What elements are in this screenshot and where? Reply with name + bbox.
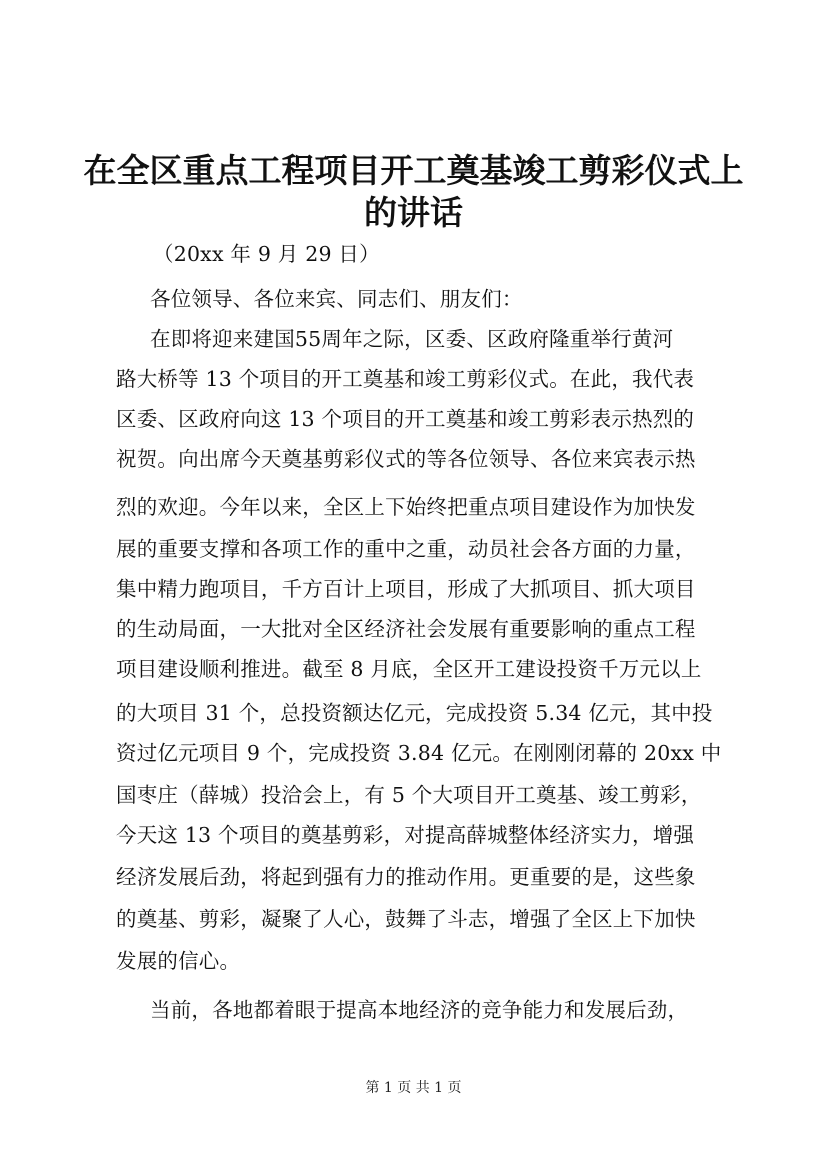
document-title-line-2: 的讲话 bbox=[364, 193, 463, 232]
paragraph-1-line: 国枣庄（薛城）投洽会上，有 5 个大项目开工奠基、竣工剪彩， bbox=[116, 783, 702, 807]
paragraph-1-line: 区委、区政府向这 13 个项目的开工奠基和竣工剪彩表示热烈的 bbox=[116, 407, 695, 431]
page-footer: 第 1 页 共 1 页 bbox=[365, 1080, 462, 1096]
paragraph-1-line: 的大项目 31 个，总投资额达亿元，完成投资 5.34 亿元，其中投 bbox=[116, 701, 713, 725]
paragraph-1-line: 在即将迎来建国55周年之际，区委、区政府隆重举行黄河 bbox=[150, 327, 674, 351]
salutation: 各位领导、各位来宾、同志们、朋友们： bbox=[150, 287, 523, 311]
paragraph-1-line: 祝贺。向出席今天奠基剪彩仪式的等各位领导、各位来宾表示热 bbox=[116, 447, 696, 471]
paragraph-1-line: 展的重要支撑和各项工作的重中之重，动员社会各方面的力量， bbox=[116, 537, 696, 561]
paragraph-1-line: 的生动局面，一大批对全区经济社会发展有重要影响的重点工程 bbox=[116, 617, 696, 641]
paragraph-1-line: 烈的欢迎。今年以来，全区上下始终把重点项目建设作为加快发 bbox=[116, 495, 696, 519]
paragraph-1-line: 项目建设顺利推进。截至 8 月底，全区开工建设投资千万元以上 bbox=[116, 657, 702, 681]
document-title-line-1: 在全区重点工程项目开工奠基竣工剪彩仪式上 bbox=[83, 151, 744, 190]
paragraph-1-line: 集中精力跑项目，千方百计上项目，形成了大抓项目、抓大项目 bbox=[116, 577, 696, 601]
paragraph-1-line: 的奠基、剪彩，凝聚了人心，鼓舞了斗志，增强了全区上下加快 bbox=[116, 907, 696, 931]
paragraph-1-line: 资过亿元项目 9 个，完成投资 3.84 亿元。在刚刚闭幕的 20xx 中 bbox=[116, 741, 722, 765]
paragraph-1-line: 今天这 13 个项目的奠基剪彩，对提高薛城整体经济实力，增强 bbox=[116, 823, 695, 847]
paragraph-1-line: 路大桥等 13 个项目的开工奠基和竣工剪彩仪式。在此，我代表 bbox=[116, 367, 695, 391]
speech-date: （20xx 年 9 月 29 日） bbox=[153, 242, 380, 266]
paragraph-1-line: 经济发展后劲，将起到强有力的推动作用。更重要的是，这些象 bbox=[116, 865, 696, 889]
paragraph-1-line: 发展的信心。 bbox=[116, 949, 241, 973]
paragraph-2-line: 当前，各地都着眼于提高本地经济的竞争能力和发展后劲， bbox=[150, 998, 689, 1022]
